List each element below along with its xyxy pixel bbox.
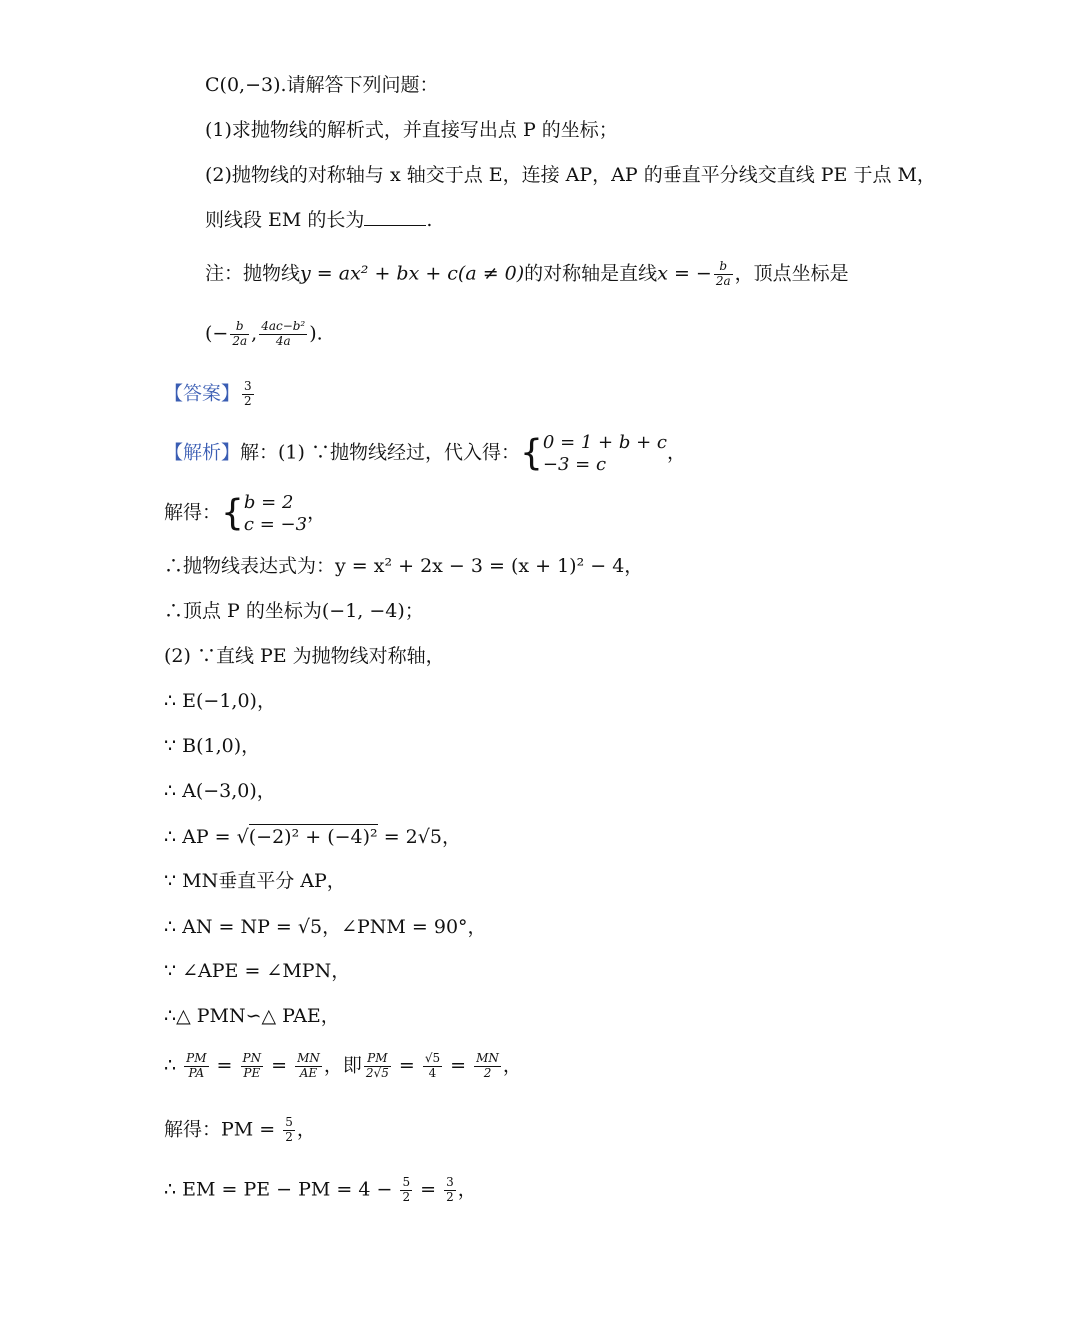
analysis-step-15	[164, 1116, 316, 1145]
pm-fraction-den: 2	[285, 1129, 293, 1144]
note-fraction-num: b	[714, 260, 733, 275]
note-equation: y = ax² + bx + c(a ≠ 0)	[300, 262, 525, 285]
step-16-end: ，	[457, 1178, 477, 1201]
step-9-radicand: (−2)² + (−4)²	[248, 826, 378, 848]
note-end: ，顶点坐标是	[734, 262, 849, 285]
em-fraction-1	[400, 1176, 412, 1205]
answer-fraction	[242, 380, 254, 409]
note-prefix: 注：抛物线	[205, 262, 301, 285]
ratio-pm-2sqrt5	[364, 1052, 391, 1081]
analysis-step-8: ∴ A(−3,0)，	[164, 780, 276, 802]
pm-fraction-num: 5	[285, 1115, 293, 1129]
note-fraction	[714, 260, 733, 289]
step-14-mid: ，即	[323, 1054, 362, 1077]
ratio-pm-2sqrt5-num: PM	[364, 1052, 391, 1067]
analysis-step-1	[164, 432, 686, 475]
vertex-fraction-1	[230, 320, 249, 349]
analysis-step-7: ∵ B(1,0)，	[164, 735, 261, 757]
note-mid: 的对称轴是直线	[524, 262, 658, 285]
pm-fraction	[283, 1116, 295, 1145]
vertex-close: ).	[309, 322, 323, 345]
analysis-step-5: (2) ∵直线 PE 为抛物线对称轴，	[164, 645, 445, 667]
analysis-step-11: ∴ AN = NP = √5，∠PNM = 90°，	[164, 916, 487, 938]
analysis-step-16	[164, 1176, 477, 1205]
ratio-mn-ae-num: MN	[297, 1051, 320, 1065]
analysis-step-2	[164, 492, 326, 535]
vertex-f1-num: b	[230, 320, 249, 335]
analysis-step-9	[164, 828, 461, 847]
question-line-1: C(0,−3).请解答下列问题：	[205, 74, 439, 96]
ratio-pm-pa	[184, 1052, 208, 1081]
step-9-text: ∴ AP = √	[164, 826, 249, 848]
em-fraction-2-den: 2	[446, 1189, 454, 1204]
step-2-text: 解得：	[164, 501, 222, 524]
system-2-row-2: c = −3	[243, 513, 308, 535]
question-note	[205, 260, 849, 289]
step-9-result: = 2√5，	[377, 826, 461, 848]
em-fraction-2	[444, 1176, 456, 1205]
step-15-text: 解得：PM =	[164, 1118, 282, 1141]
em-fraction-1-den: 2	[402, 1189, 411, 1204]
answer-den: 2	[244, 393, 252, 408]
question-part-2b-end: .	[426, 209, 433, 231]
question-vertex	[205, 320, 323, 349]
system-2-row-1: b = 2	[243, 492, 294, 513]
analysis-step-4: ∴顶点 P 的坐标为(−1, −4)；	[164, 600, 424, 622]
system-2	[221, 492, 307, 535]
answer-blank	[364, 211, 426, 226]
step-16-equals: =	[414, 1178, 443, 1201]
ratio-pm-2sqrt5-den: 2√5	[365, 1065, 389, 1080]
note-fraction-den: 2a	[715, 273, 731, 288]
analysis-tag: 【解析】	[164, 441, 241, 464]
step-14-therefore: ∴	[164, 1054, 183, 1077]
step-15-end: ，	[296, 1118, 316, 1141]
em-fraction-2-num: 3	[446, 1175, 454, 1189]
system-1	[520, 432, 667, 475]
ratio-pn-pe	[241, 1052, 264, 1081]
ratio-sqrt5-4-den: 4	[428, 1065, 437, 1080]
step-1-text: 解：(1) ∵抛物线经过，代入得：	[240, 441, 520, 464]
ratio-mn-2-den: 2	[483, 1065, 492, 1080]
ratio-pn-pe-num: PN	[242, 1051, 262, 1065]
vertex-f2-den: 4a	[275, 333, 291, 348]
system-2-brace: {	[221, 492, 244, 534]
question-part-2: (2)抛物线的对称轴与 x 轴交于点 E，连接 AP，AP 的垂直平分线交直线 PE 于点 M，	[205, 164, 936, 186]
ratio-mn-2-num: MN	[476, 1051, 499, 1065]
step-2-end: ，	[307, 501, 327, 524]
vertex-f1-den: 2a	[232, 333, 248, 348]
answer-line	[164, 380, 256, 409]
step-1-end: ，	[666, 441, 686, 464]
ratio-mn-2	[474, 1052, 501, 1081]
em-fraction-1-num: 5	[402, 1175, 411, 1189]
question-part-2b	[205, 211, 432, 230]
system-1-brace: {	[519, 432, 543, 474]
analysis-step-12: ∵ ∠APE = ∠MPN，	[164, 960, 351, 982]
ratio-sqrt5-4	[423, 1052, 442, 1081]
answer-num: 3	[244, 379, 252, 393]
analysis-step-13: ∴△ PMN∽△ PAE，	[164, 1005, 340, 1027]
ratio-mn-ae	[295, 1052, 322, 1081]
step-16-text: ∴ EM = PE − PM = 4 −	[164, 1178, 399, 1201]
vertex-fraction-2	[259, 320, 307, 349]
note-x: x = −	[657, 262, 712, 285]
analysis-step-14: ∴ $\frac{PM}{PA}$ = $\frac{PN}{PE}$ = $\frac{MN}{AE}$ ，即 $\frac{PM}{2√5}$ = $\frac{√5}{4}$ = $\frac{MN}{2}$ ，	[164, 1051, 522, 1080]
vertex-f2-num: 4ac−b²	[261, 319, 306, 333]
question-part-2b-text: 则线段 EM 的长为	[205, 209, 365, 231]
system-1-row-2: −3 = c	[542, 453, 607, 475]
ratio-pm-pa-num: PM	[186, 1051, 207, 1065]
vertex-open: (−	[205, 322, 229, 345]
answer-tag: 【答案】	[164, 382, 241, 405]
ratio-pn-pe-den: PE	[243, 1065, 261, 1080]
analysis-step-10: ∵ MN垂直平分 AP，	[164, 870, 346, 892]
ratio-sqrt5-4-num: √5	[424, 1051, 441, 1065]
analysis-step-3: ∴抛物线表达式为：y = x² + 2x − 3 = (x + 1)² − 4，	[164, 555, 644, 577]
ratio-pm-pa-den: PA	[188, 1065, 205, 1080]
system-1-row-1: 0 = 1 + b + c	[542, 432, 667, 453]
analysis-step-6: ∴ E(−1,0)，	[164, 690, 276, 712]
step-14-end: ，	[502, 1054, 522, 1077]
vertex-comma: ,	[251, 322, 258, 345]
ratio-mn-ae-den: AE	[299, 1065, 318, 1080]
question-part-1: (1)求抛物线的解析式，并直接写出点 P 的坐标；	[205, 119, 618, 141]
